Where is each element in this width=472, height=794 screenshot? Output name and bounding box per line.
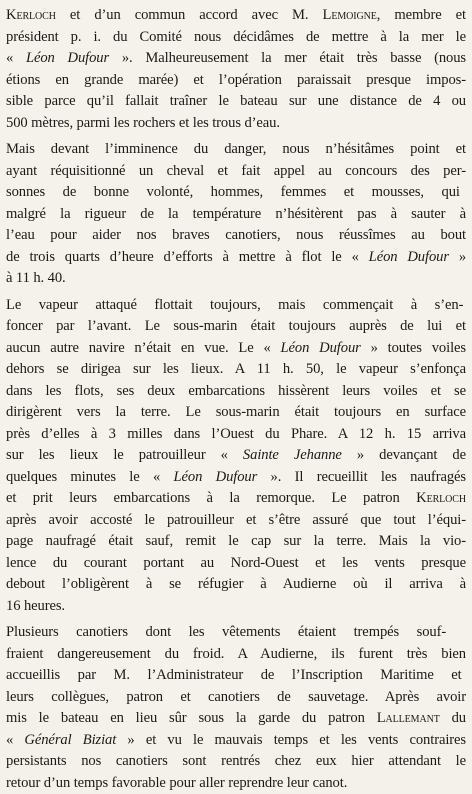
text-run: dirigèrent vers la terre. Le sous-marin était toujours en surface [6,404,466,420]
small-caps-text: Kerloch [416,490,466,506]
text-line [6,70,466,92]
text-run: » toutes voiles [361,340,466,356]
text-run: ». Malheureusement la mer était très basse (nous [109,50,466,66]
paragraph [6,139,466,290]
text-line [6,730,466,752]
text-line [6,665,466,687]
text-run: l’eau pour aider nos braves canotiers, nous réussîmes au bout [6,227,466,243]
text-run: » et vu le mauvais temps et les vents contraires [116,732,466,748]
text-run: , membre et [377,7,466,23]
text-run: leurs collègues, patron et canotiers de sauvetage. Après avoir [6,689,466,705]
text-line [6,182,466,204]
text-run: et prit leurs embarcations à la remorque. Le patron [6,490,416,506]
text-run: sonnes de bonne volonté, hommes, femmes et mousses, qui [6,184,460,200]
text-line [6,295,466,317]
text-run: du [440,710,466,726]
text-run: ayant réquisitionné un cheval et fait appel au concours des per- [6,163,466,179]
text-line [6,687,466,709]
text-run: retour d’un temps favorable pour aller reprendre leur canot. [6,775,347,791]
text-run: lence du courant portant au Nord-Ouest et les vents presque [6,555,466,571]
text-line [6,247,466,269]
text-line [6,510,466,532]
text-line [6,553,466,575]
text-run: dans les flots, ses deux embarcations hissèrent leurs voiles et se [6,383,466,399]
text-run: » [449,249,466,265]
text-line [6,204,466,226]
text-run: près d’elles à 3 milles dans l’Ouest du Phare. A 12 h. 15 arriva [6,426,466,442]
text-line [6,113,466,135]
text-run: 16 heures. [6,598,65,614]
text-line [6,773,466,794]
text-run: Plusieurs canotiers dont les vêtements étaient trempés souf- [6,624,446,640]
italic-text: Léon Dufour [26,50,109,66]
text-run: » devançant de [342,447,466,463]
italic-text: Léon Dufour [369,249,449,265]
text-run: fraient dangereusement du froid. A Audierne, ils furent très bien [6,646,466,662]
italic-text: Léon Dufour [174,469,258,485]
text-run: aucun autre navire n’était en vue. Le « [6,340,281,356]
italic-text: Sainte Jehanne [243,447,342,463]
text-line [6,48,466,70]
paragraph [6,622,466,794]
text-run: Le vapeur attaqué flottait toujours, mais commençait à s’en- [6,297,463,313]
small-caps-text: Lallemant [377,710,440,726]
document-text [6,5,466,794]
text-line [6,644,466,666]
text-run: Mais devant l’imminence du danger, nous n’hésitâmes point et [6,141,466,157]
text-run: à 11 h. 40. [6,270,66,286]
text-line [6,488,466,510]
text-run: « [6,732,24,748]
small-caps-text: Lemoigne [323,7,377,23]
text-run: dehors se dirigea sur les lieux. A 11 h. 50, le vapeur s’enfonça [6,361,466,377]
text-line [6,596,466,618]
italic-text: Général Biziat [24,732,116,748]
text-line [6,708,466,730]
text-line [6,424,466,446]
text-run: mis le bateau en lieu sûr sous la garde du patron [6,710,377,726]
text-run: après avoir accosté le patrouilleur et s’être assuré que tout l’équi- [6,512,466,528]
text-run: quelques minutes le « [6,469,174,485]
text-line [6,445,466,467]
text-run: ». Il recueillit les naufragés [257,469,466,485]
text-run: debout l’obligèrent à se réfugier à Audierne où il arriva à [6,576,466,592]
text-line [6,338,466,360]
text-line [6,91,466,113]
text-line [6,622,466,644]
text-line [6,574,466,596]
text-run: président p. i. du Comité nous décidâmes de mettre à la mer le [6,29,466,45]
text-run: et d’un commun accord avec M. [56,7,323,23]
text-line [6,359,466,381]
text-run: 500 mètres, parmi les rochers et les trous d’eau. [6,115,280,131]
text-line [6,5,466,27]
small-caps-text: Kerloch [6,7,56,23]
text-line [6,316,466,338]
text-line [6,467,466,489]
text-line [6,531,466,553]
text-line [6,161,466,183]
text-run: étions en grande marée) et l’opération paraissait presque impos- [6,72,466,88]
text-line [6,139,466,161]
paragraph [6,295,466,618]
text-run: de trois quarts d’heure d’efforts à mettre à flot le « [6,249,369,265]
text-run: malgré la rigueur de la température n’hésitèrent pas à sauter à [6,206,466,222]
text-line [6,27,466,49]
text-run: page naufragé était sauf, remit le cap sur la terre. Mais la vio- [6,533,466,549]
text-run: « [6,50,26,66]
text-line [6,751,466,773]
text-run: persistants nos canotiers sont rentrés chez eux hier attendant le [6,753,466,769]
italic-text: Léon Dufour [281,340,361,356]
text-run: accueillis par M. l’Administrateur de l’Inscription Maritime et [6,667,462,683]
paragraph [6,5,466,134]
text-run: sur les lieux le patrouilleur « [6,447,243,463]
text-line [6,268,466,290]
text-line [6,225,466,247]
text-run: foncer par l’avant. Le sous-marin était toujours auprès de lui et [6,318,466,334]
text-line [6,381,466,403]
text-line [6,402,466,424]
text-run: sible parce qu’il fallait traîner le bateau sur une distance de 4 ou [6,93,466,109]
